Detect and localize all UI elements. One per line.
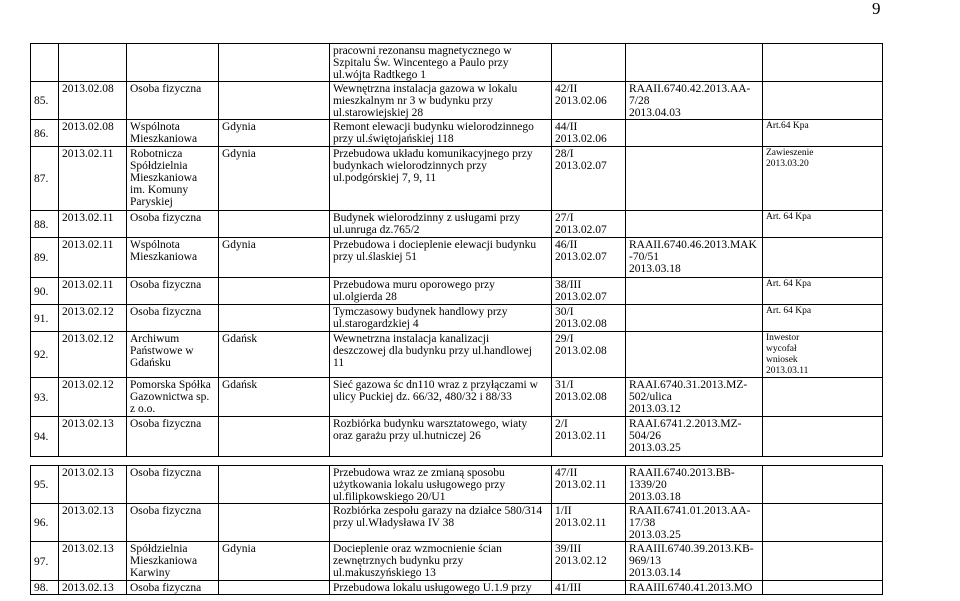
row-date: 2013.02.13 xyxy=(59,581,127,595)
row-notes-line: Art. 64 Kpa xyxy=(766,212,812,222)
row-decision-line: 17/38 xyxy=(629,517,656,529)
row-city: Gdynia xyxy=(219,120,330,147)
row-investor-line: Osoba fizyczna xyxy=(130,505,202,517)
row-investor-line: Wspólnota xyxy=(130,239,180,251)
row-city xyxy=(219,82,330,120)
row-lp: 86. xyxy=(31,120,59,147)
register-row xyxy=(31,82,960,120)
row-decision-line: RAAI.6741.2.2013.MZ- xyxy=(629,418,742,430)
row-decision-line: RAAII.6740.2013.BB- xyxy=(629,467,735,479)
row-investor xyxy=(127,82,219,120)
row-object-line: przy ul.ślaskiej 51 xyxy=(333,251,417,263)
row-notes xyxy=(763,211,883,238)
row-investor xyxy=(127,278,219,305)
row-investor xyxy=(127,504,219,542)
row-number-line: 2/I xyxy=(555,418,568,430)
register-row xyxy=(31,147,960,211)
row-investor xyxy=(127,305,219,332)
row-decision-line: RAAII.6740.42.2013.AA- xyxy=(629,83,751,95)
row-number-line: 30/I xyxy=(555,306,574,318)
row-decision-line: 502/ulica xyxy=(629,391,672,403)
row-number-line: 1/II xyxy=(555,505,572,517)
row-object-line: ul.unruga dz.765/2 xyxy=(333,224,420,236)
row-investor-line: Mieszkaniowa xyxy=(130,555,198,567)
carryover-notes xyxy=(763,44,883,82)
row-number xyxy=(552,278,626,305)
row-number-line: 2013.02.07 xyxy=(555,160,607,172)
row-investor-line: Mieszkaniowa xyxy=(130,172,198,184)
row-notes xyxy=(763,332,883,378)
row-notes xyxy=(763,378,883,417)
row-decision xyxy=(626,305,763,332)
row-number-line: 41/III xyxy=(555,582,582,594)
row-object xyxy=(330,581,552,595)
row-object-line: Sieć gazowa śc dn110 wraz z przyłączami w xyxy=(333,379,538,391)
row-number-line: 28/I xyxy=(555,148,574,160)
row-notes xyxy=(763,82,883,120)
row-investor-line: Mieszkaniowa xyxy=(130,251,198,263)
row-lp: 85. xyxy=(31,82,59,120)
row-decision xyxy=(626,278,763,305)
page-number: 9 xyxy=(872,0,881,18)
row-notes xyxy=(763,504,883,542)
row-number xyxy=(552,211,626,238)
carryover-object-line: ul.wójta Radtkego 1 xyxy=(333,69,426,81)
carryover-number xyxy=(552,44,626,82)
row-object xyxy=(330,305,552,332)
row-decision-line: 2013.03.14 xyxy=(629,567,681,579)
row-notes xyxy=(763,466,883,504)
row-date: 2013.02.08 xyxy=(59,120,127,147)
row-investor xyxy=(127,466,219,504)
carryover-object xyxy=(330,44,552,82)
row-investor xyxy=(127,238,219,278)
register-row xyxy=(31,378,960,417)
row-object-line: Wewnetrzna instalacja kanalizacji xyxy=(333,333,490,345)
row-investor-line: Osoba fizyczna xyxy=(130,582,202,594)
row-object-line: deszczowej dla budynku przy ul.handlowej xyxy=(333,345,532,357)
row-investor-line: Gdańsku xyxy=(130,357,171,369)
row-object-line: Przebudowa układu komunikacyjnego przy xyxy=(333,148,533,160)
row-date: 2013.02.13 xyxy=(59,504,127,542)
row-notes-line: Art. 64 Kpa xyxy=(766,279,812,289)
row-number-line: 46/II xyxy=(555,239,578,251)
row-number xyxy=(552,581,626,595)
row-object-line: 11 xyxy=(333,357,345,369)
row-object xyxy=(330,466,552,504)
register-row xyxy=(31,332,960,378)
row-object-line: Budynek wielorodzinny z usługami przy xyxy=(333,212,521,224)
row-city xyxy=(219,466,330,504)
register-row xyxy=(31,305,960,332)
row-object-line: ulicy Puckiej dz. 66/32, 480/32 i 88/33 xyxy=(333,391,512,403)
row-notes-line: Zawieszenie xyxy=(766,148,814,158)
row-object-line: Przebudowa muru oporowego przy xyxy=(333,279,495,291)
register-row xyxy=(31,120,960,147)
row-date: 2013.02.08 xyxy=(59,82,127,120)
row-date: 2013.02.12 xyxy=(59,332,127,378)
row-notes xyxy=(763,147,883,211)
carryover-lp xyxy=(31,44,59,82)
row-investor-line: im. Komuny xyxy=(130,184,189,196)
row-lp: 87. xyxy=(31,147,59,211)
row-city xyxy=(219,581,330,595)
row-notes-line: Art. 64 Kpa xyxy=(766,306,812,316)
row-investor-line: Osoba fizyczna xyxy=(130,418,202,430)
row-city xyxy=(219,504,330,542)
row-decision xyxy=(626,542,763,581)
row-object-line: ul.podgórskiej 7, 9, 11 xyxy=(333,172,437,184)
row-city: Gdańsk xyxy=(219,378,330,417)
register-row xyxy=(31,211,960,238)
row-number xyxy=(552,332,626,378)
row-object xyxy=(330,378,552,417)
row-city xyxy=(219,305,330,332)
row-object-line: Rozbiórka zespołu garazy na działce 580/314 xyxy=(333,505,543,517)
row-number-line: 2013.02.11 xyxy=(555,479,607,491)
row-decision-line: 2013.03.25 xyxy=(629,529,681,541)
row-object xyxy=(330,82,552,120)
row-notes-line: wycofał xyxy=(766,344,797,354)
row-investor xyxy=(127,581,219,595)
row-number-line: 2013.02.07 xyxy=(555,291,607,303)
row-investor xyxy=(127,417,219,457)
register-row xyxy=(31,417,960,457)
row-object-line: ul.olgierda 28 xyxy=(333,291,397,303)
carryover-city xyxy=(219,44,330,82)
row-object xyxy=(330,211,552,238)
row-decision xyxy=(626,417,763,457)
row-decision-line: 2013.03.18 xyxy=(629,491,681,503)
row-lp: 89. xyxy=(31,238,59,278)
row-decision-line: 504/26 xyxy=(629,430,661,442)
row-decision xyxy=(626,466,763,504)
row-investor-line: Archiwum xyxy=(130,333,180,345)
register-table-top xyxy=(30,43,960,457)
carryover-decision xyxy=(626,44,763,82)
row-object-line: budynkach wielorodzinnych przy xyxy=(333,160,487,172)
row-number-line: 29/I xyxy=(555,333,574,345)
row-decision xyxy=(626,82,763,120)
row-lp: 93. xyxy=(31,378,59,417)
row-date: 2013.02.13 xyxy=(59,466,127,504)
row-date: 2013.02.12 xyxy=(59,378,127,417)
row-object-line: ul.starogardzkiej 4 xyxy=(333,318,419,330)
row-city: Gdynia xyxy=(219,542,330,581)
row-notes-line: 2013.03.11 xyxy=(766,366,809,376)
row-city xyxy=(219,211,330,238)
row-object xyxy=(330,332,552,378)
row-decision xyxy=(626,211,763,238)
row-notes xyxy=(763,542,883,581)
row-investor xyxy=(127,332,219,378)
row-number-line: 39/III xyxy=(555,543,582,555)
row-number xyxy=(552,147,626,211)
row-investor-line: Osoba fizyczna xyxy=(130,279,202,291)
row-number-line: 2013.02.08 xyxy=(555,318,607,330)
row-decision xyxy=(626,378,763,417)
row-object-line: przy ul.świętojańskiej 118 xyxy=(333,133,454,145)
row-object-line: zewnętrznych budynku przy xyxy=(333,555,464,567)
row-number-line: 2013.02.07 xyxy=(555,251,607,263)
row-notes xyxy=(763,278,883,305)
row-decision-line: RAAI.6740.31.2013.MZ- xyxy=(629,379,748,391)
row-number-line: 2013.02.06 xyxy=(555,95,607,107)
row-decision xyxy=(626,581,763,595)
row-decision-line: 1339/20 xyxy=(629,479,667,491)
row-object xyxy=(330,278,552,305)
row-object-line: ul.starowiejskiej 28 xyxy=(333,107,424,119)
carryover-investor xyxy=(127,44,219,82)
row-object-line: Wewnętrzna instalacja gazowa w lokalu xyxy=(333,83,518,95)
register-row xyxy=(31,542,960,581)
row-number-line: 2013.02.07 xyxy=(555,224,607,236)
row-number-line: 2013.02.08 xyxy=(555,345,607,357)
row-city: Gdynia xyxy=(219,147,330,211)
carryover-row xyxy=(31,44,960,82)
row-object-line: ul.makuszyńskiego 13 xyxy=(333,567,436,579)
row-date: 2013.02.11 xyxy=(59,278,127,305)
row-decision xyxy=(626,332,763,378)
row-decision xyxy=(626,504,763,542)
row-investor-line: Spółdzielnia xyxy=(130,160,188,172)
row-decision-line: 7/28 xyxy=(629,95,650,107)
row-object xyxy=(330,238,552,278)
row-city: Gdańsk xyxy=(219,332,330,378)
row-number xyxy=(552,305,626,332)
row-number-line: 44/II xyxy=(555,121,578,133)
row-date: 2013.02.11 xyxy=(59,238,127,278)
row-decision xyxy=(626,120,763,147)
row-investor-line: Osoba fizyczna xyxy=(130,306,202,318)
row-investor xyxy=(127,378,219,417)
row-city xyxy=(219,417,330,457)
row-date: 2013.02.13 xyxy=(59,417,127,457)
row-object-line: Docieplenie oraz wzmocnienie ścian xyxy=(333,543,502,555)
row-object-line: przy ul.Władysława IV 38 xyxy=(333,517,455,529)
row-decision-line: RAAIII.6740.41.2013.MO xyxy=(629,582,753,594)
row-decision-line: 2013.03.12 xyxy=(629,403,681,415)
row-object xyxy=(330,417,552,457)
row-investor-line: Karwiny xyxy=(130,567,171,579)
row-investor-line: Spółdzielnia xyxy=(130,543,188,555)
row-date: 2013.02.13 xyxy=(59,542,127,581)
row-date: 2013.02.11 xyxy=(59,211,127,238)
register-row xyxy=(31,238,960,278)
row-number-line: 38/III xyxy=(555,279,582,291)
row-number-line: 2013.02.11 xyxy=(555,517,607,529)
row-object-line: ul.filipkowskiego 20/U1 xyxy=(333,491,446,503)
row-number xyxy=(552,542,626,581)
row-investor xyxy=(127,211,219,238)
row-investor xyxy=(127,120,219,147)
row-object xyxy=(330,542,552,581)
row-notes xyxy=(763,417,883,457)
row-number-line: 2013.02.12 xyxy=(555,555,607,567)
row-lp: 98. xyxy=(31,581,59,595)
row-notes-line: wniosek xyxy=(766,355,798,365)
row-number-line: 27/I xyxy=(555,212,574,224)
row-number xyxy=(552,120,626,147)
row-investor xyxy=(127,542,219,581)
row-object xyxy=(330,504,552,542)
register-row xyxy=(31,504,960,542)
row-number xyxy=(552,378,626,417)
register-row xyxy=(31,581,960,595)
register-row xyxy=(31,278,960,305)
row-city xyxy=(219,278,330,305)
row-decision xyxy=(626,238,763,278)
row-object-line: Tymczasowy budynek handlowy przy xyxy=(333,306,508,318)
row-lp: 91. xyxy=(31,305,59,332)
row-object-line: mieszkalnym nr 3 w budynku przy xyxy=(333,95,494,107)
row-investor-line: Osoba fizyczna xyxy=(130,83,202,95)
row-lp: 92. xyxy=(31,332,59,378)
row-number xyxy=(552,238,626,278)
row-number xyxy=(552,82,626,120)
row-notes-line: Inwestor xyxy=(766,333,800,343)
row-date: 2013.02.12 xyxy=(59,305,127,332)
row-object-line: Przebudowa i docieplenie elewacji budynku xyxy=(333,239,537,251)
row-investor-line: Państwowe w xyxy=(130,345,194,357)
row-investor-line: Wspólnota xyxy=(130,121,180,133)
row-investor-line: Mieszkaniowa xyxy=(130,133,198,145)
row-date: 2013.02.11 xyxy=(59,147,127,211)
row-notes-line: 2013.03.20 xyxy=(766,159,809,169)
row-decision-line: 2013.03.25 xyxy=(629,442,681,454)
row-number xyxy=(552,417,626,457)
row-lp: 94. xyxy=(31,417,59,457)
row-object-line: oraz garażu przy ul.hutniczej 26 xyxy=(333,430,481,442)
row-object-line: Rozbiórka budynku warsztatowego, wiaty xyxy=(333,418,528,430)
row-investor-line: z o.o. xyxy=(130,403,156,415)
register-row xyxy=(31,466,960,504)
carryover-object-line: Szpitalu Św. Wincentego a Paulo przy xyxy=(333,57,509,69)
row-investor-line: Osoba fizyczna xyxy=(130,212,202,224)
row-number-line: 47/II xyxy=(555,467,578,479)
row-investor-line: Paryskiej xyxy=(130,196,173,208)
carryover-object-line: pracowni rezonansu magnetycznego w xyxy=(333,45,512,57)
row-notes xyxy=(763,238,883,278)
row-notes xyxy=(763,120,883,147)
row-lp: 95. xyxy=(31,466,59,504)
carryover-date xyxy=(59,44,127,82)
register-table-bottom xyxy=(30,465,960,595)
row-investor-line: Robotnicza xyxy=(130,148,183,160)
row-decision-line: RAAIII.6740.39.2013.KB- xyxy=(629,543,754,555)
row-object xyxy=(330,120,552,147)
row-number-line: 31/I xyxy=(555,379,574,391)
row-investor xyxy=(127,147,219,211)
row-object-line: Przebudowa lokalu usługowego U.1.9 przy xyxy=(333,582,532,594)
row-decision-line: 2013.03.18 xyxy=(629,263,681,275)
row-number-line: 2013.02.06 xyxy=(555,133,607,145)
row-notes-line: Art.64 Kpa xyxy=(766,121,809,131)
row-number xyxy=(552,466,626,504)
row-number xyxy=(552,504,626,542)
row-notes xyxy=(763,305,883,332)
row-investor-line: Osoba fizyczna xyxy=(130,467,202,479)
row-object-line: Remont elewacji budynku wielorodzinnego xyxy=(333,121,534,133)
row-decision xyxy=(626,147,763,211)
row-lp: 90. xyxy=(31,278,59,305)
row-investor-line: Pomorska Spółka xyxy=(130,379,211,391)
row-object-line: użytkowania lokalu usługowego przy xyxy=(333,479,506,491)
row-decision-line: RAAII.6740.46.2013.MAK xyxy=(629,239,757,251)
row-lp: 96. xyxy=(31,504,59,542)
row-notes xyxy=(763,581,883,595)
row-number-line: 2013.02.08 xyxy=(555,391,607,403)
row-object xyxy=(330,147,552,211)
row-decision-line: 969/13 xyxy=(629,555,661,567)
row-decision-line: 2013.04.03 xyxy=(629,107,681,119)
row-number-line: 2013.02.11 xyxy=(555,430,607,442)
row-number-line: 42/II xyxy=(555,83,578,95)
row-investor-line: Gazownictwa sp. xyxy=(130,391,210,403)
row-decision-line: -70/51 xyxy=(629,251,660,263)
row-lp: 88. xyxy=(31,211,59,238)
row-object-line: Przebudowa wraz ze zmianą sposobu xyxy=(333,467,505,479)
row-decision-line: RAAII.6741.01.2013.AA- xyxy=(629,505,751,517)
row-lp: 97. xyxy=(31,542,59,581)
row-city: Gdynia xyxy=(219,238,330,278)
